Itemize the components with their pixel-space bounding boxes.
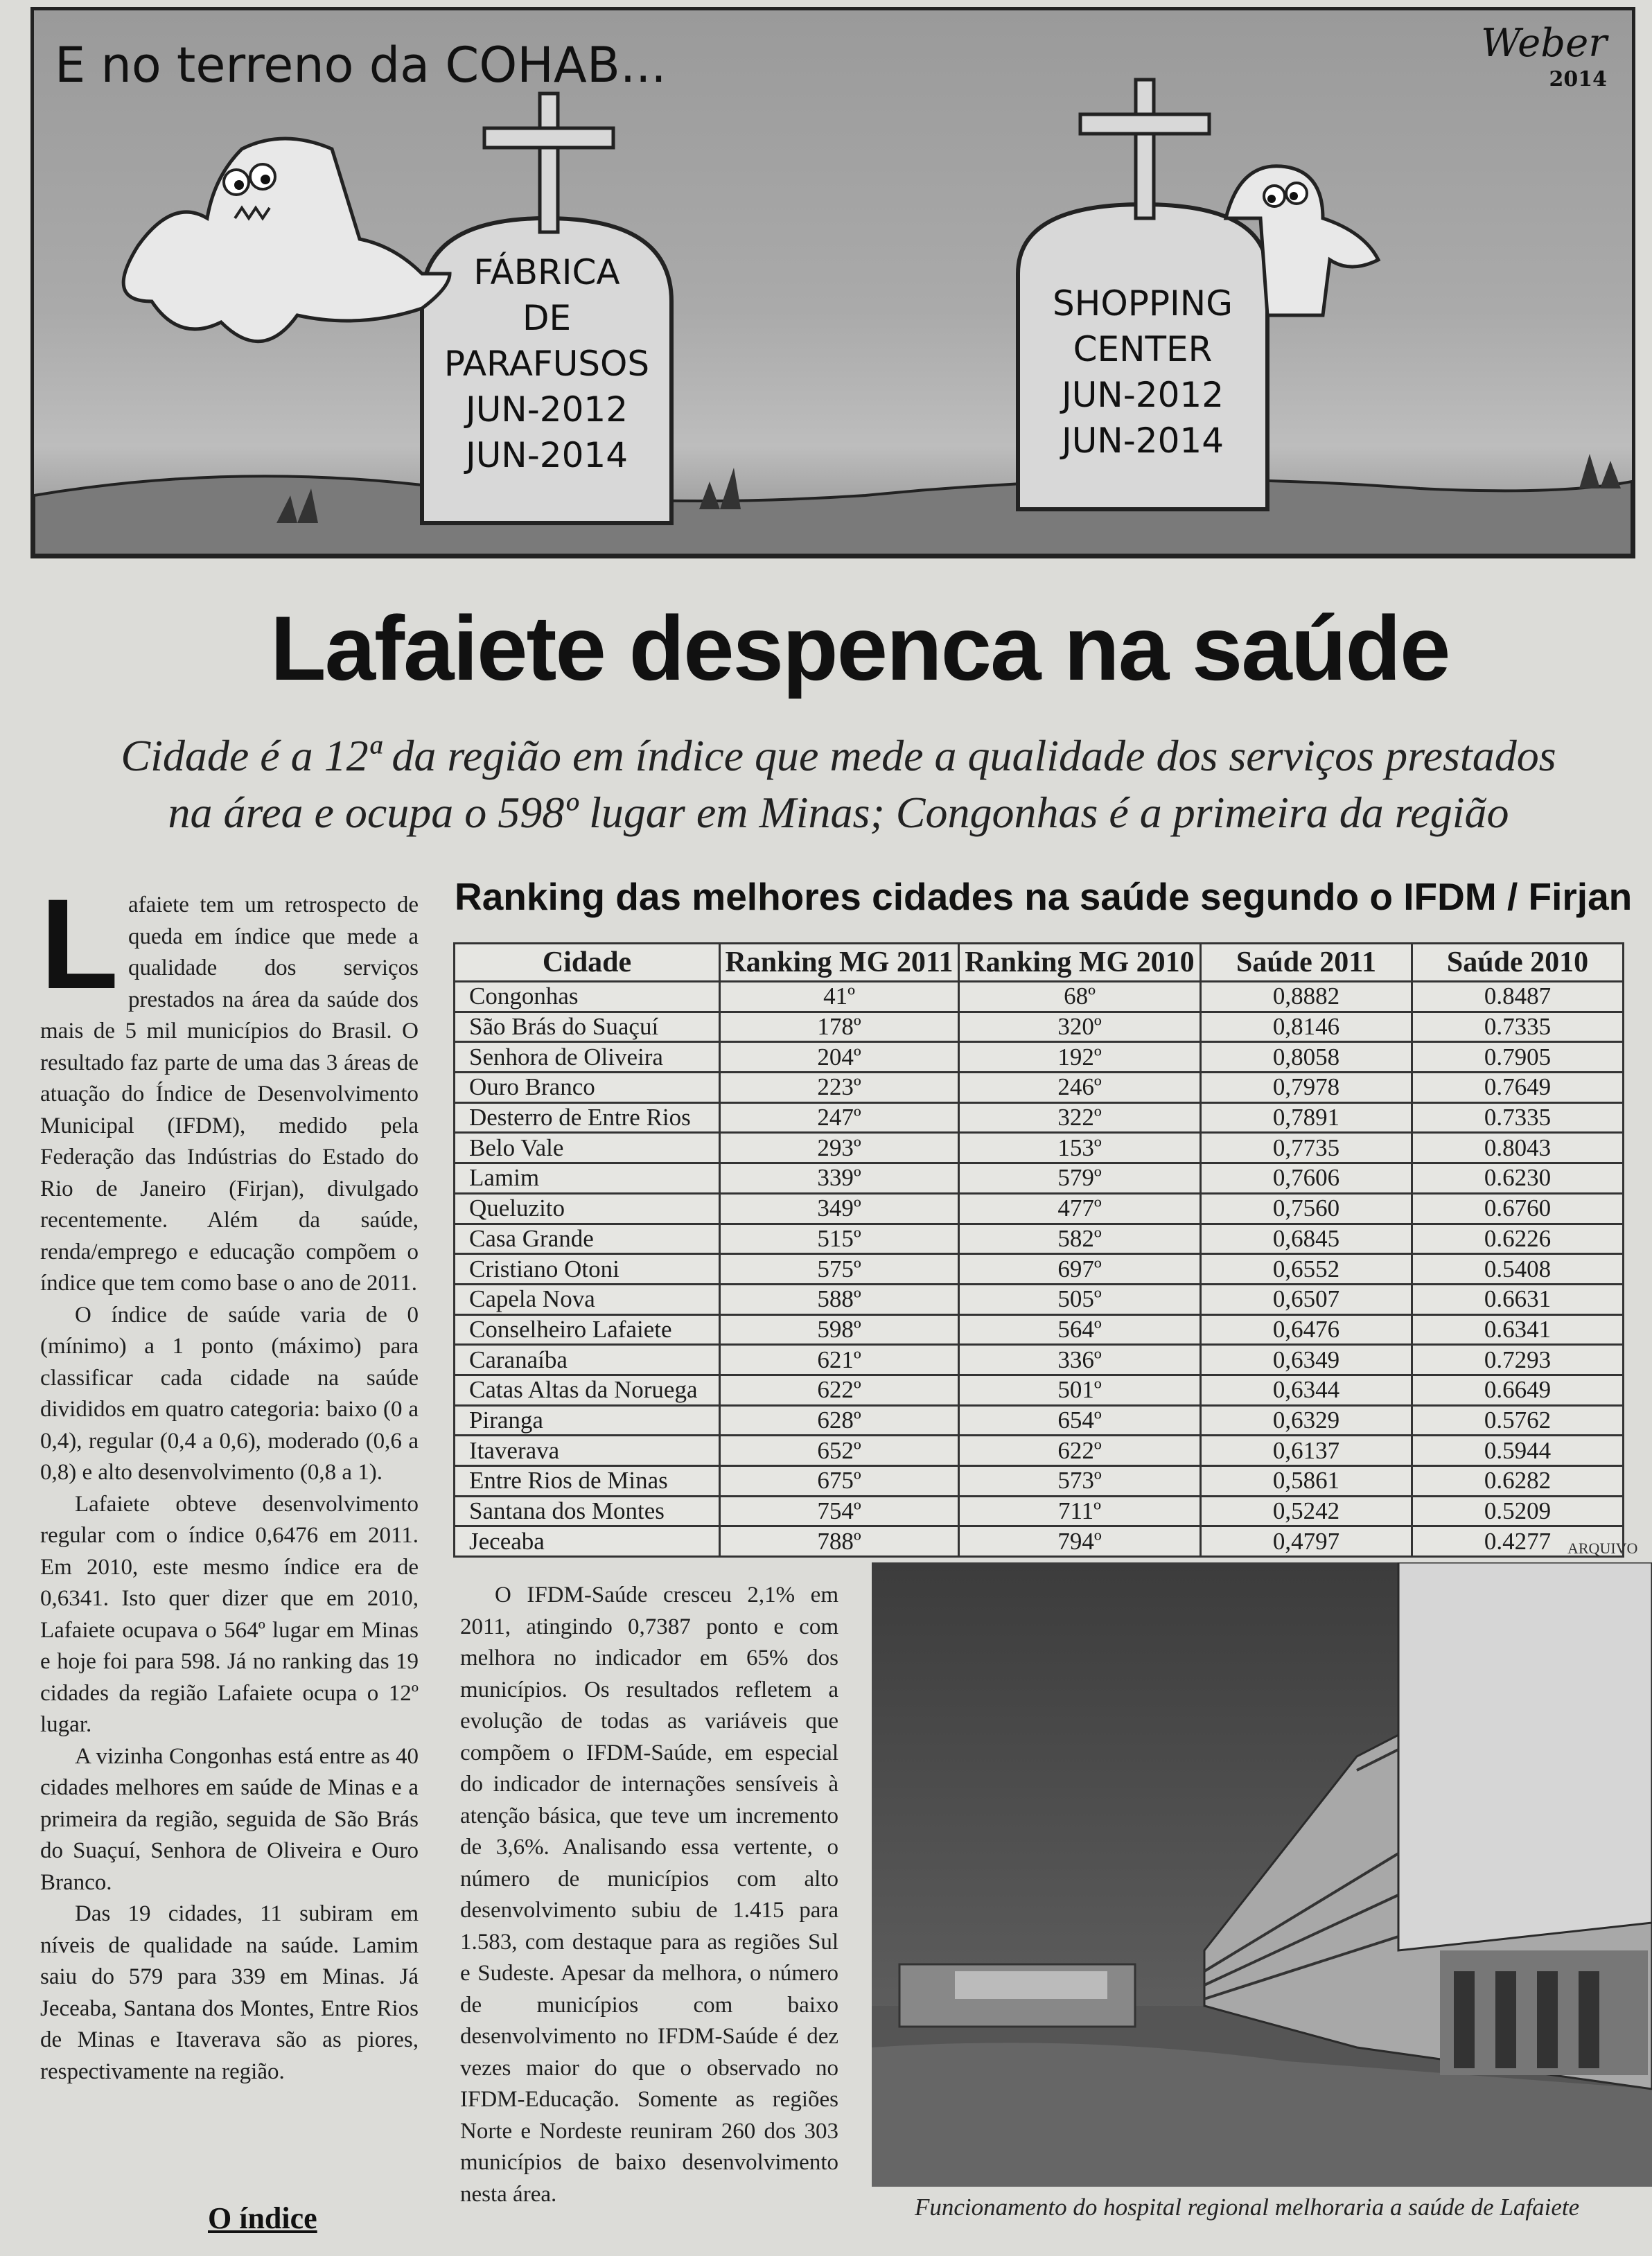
table-cell: 339º — [720, 1163, 959, 1194]
stone-line: FÁBRICA — [473, 252, 620, 292]
table-cell: 652º — [720, 1436, 959, 1466]
table-cell: 0,7978 — [1201, 1073, 1412, 1103]
hospital-tower — [1398, 1562, 1652, 1950]
table-cell: 0.6226 — [1412, 1224, 1624, 1254]
table-row — [455, 1526, 1624, 1557]
grass-tuft — [1579, 454, 1621, 488]
table-cell: Belo Vale — [455, 1133, 720, 1163]
column-header: Ranking MG 2010 — [959, 944, 1201, 982]
table-cell: 501º — [959, 1375, 1201, 1405]
stone-line: JUN-2012 — [465, 389, 629, 430]
tombstone-left-text — [436, 249, 658, 478]
table-row — [455, 1012, 1624, 1042]
column-header: Ranking MG 2011 — [720, 944, 959, 982]
table-cell: 573º — [959, 1466, 1201, 1497]
paragraph-text: afaiete tem um retrospecto de queda em índice que mede a qualidade dos serviços prestados na área da saúde dos mais de 5 mil municípios do Brasil. O resultado faz parte de uma das 3 áreas de atuação do Índice de Desenvolvimento Municipal (IFDM), medido pela Federação das Indústrias do Estado do Rio de Janeiro (Firjan), divulgado recentemente. Além da saúde, renda/emprego e educação compõem o índice que tem como base o ano de 2011. — [40, 892, 419, 1296]
table-cell: 0,6137 — [1201, 1436, 1412, 1466]
table-header-row — [455, 944, 1624, 982]
table-cell: 0.7905 — [1412, 1042, 1624, 1073]
table-cell: 68º — [959, 982, 1201, 1012]
table-cell: Lamim — [455, 1163, 720, 1194]
table-cell: Desterro de Entre Rios — [455, 1102, 720, 1133]
table-cell: 598º — [720, 1314, 959, 1345]
table-cell: Jeceaba — [455, 1526, 720, 1557]
table-cell: 0.7293 — [1412, 1345, 1624, 1375]
table-cell: 0.6230 — [1412, 1163, 1624, 1194]
photo-caption: Funcionamento do hospital regional melhoraria a saúde de Lafaiete — [915, 2194, 1580, 2221]
table-cell: Senhora de Oliveira — [455, 1042, 720, 1073]
table-row — [455, 1163, 1624, 1194]
table-cell: 192º — [959, 1042, 1201, 1073]
stone-line: JUN-2014 — [465, 435, 629, 475]
table-cell: 322º — [959, 1102, 1201, 1133]
table-cell: Congonhas — [455, 982, 720, 1012]
table-cell: 0.8043 — [1412, 1133, 1624, 1163]
hospital-photo-drawing — [872, 1562, 1652, 2187]
table-cell: 0,6845 — [1201, 1224, 1412, 1254]
column-header: Saúde 2011 — [1201, 944, 1412, 982]
article-column-2 — [460, 1580, 838, 2210]
cartoon-signature — [1481, 21, 1607, 98]
table-row — [455, 982, 1624, 1012]
table-cell: 654º — [959, 1405, 1201, 1436]
paragraph: O IFDM-Saúde cresceu 2,1% em 2011, atingindo 0,7387 ponto e com melhora no indicador em 65% dos municípios. Os resultados refletem a evolução de todas as variáveis que compõem o IFDM-Saúde, em especial do indicador de internações sensíveis à atenção básica, que teve um incremento de 3,6%. Analisando essa vertente, o número de municípios com alto desenvolvimento subiu de 1.415 para 1.583, com destaque para as regiões Sul e Sudeste. Apesar da melhora, o número de municípios com baixo desenvolvimento no IFDM-Saúde é dez vezes maior do que o observado no IFDM-Educação. Somente as regiões Norte e Nordeste reuniram 260 dos 303 municípios de baixo desenvolvimento nesta área. — [460, 1583, 838, 2207]
table-row — [455, 1375, 1624, 1405]
table-cell: 0,7735 — [1201, 1133, 1412, 1163]
table-cell: Itaverava — [455, 1436, 720, 1466]
table-cell: Queluzito — [455, 1193, 720, 1224]
table-cell: 0,7606 — [1201, 1163, 1412, 1194]
paragraph — [40, 873, 419, 1300]
table-cell: 711º — [959, 1496, 1201, 1526]
table-cell: 0.7649 — [1412, 1073, 1624, 1103]
table-cell: 675º — [720, 1466, 959, 1497]
table-cell: 223º — [720, 1073, 959, 1103]
table-row — [455, 1466, 1624, 1497]
table-cell: 794º — [959, 1526, 1201, 1557]
table-cell: 588º — [720, 1284, 959, 1314]
photo-credit: ARQUIVO — [1567, 1540, 1638, 1557]
table-row — [455, 1254, 1624, 1285]
signature-year: 2014 — [1549, 67, 1607, 91]
table-cell: 575º — [720, 1254, 959, 1285]
table-cell: 579º — [959, 1163, 1201, 1194]
cross-right-vertical — [1136, 80, 1154, 218]
table-cell: 204º — [720, 1042, 959, 1073]
ghost-left — [123, 139, 450, 342]
table-row — [455, 1133, 1624, 1163]
table-cell: 0,4797 — [1201, 1526, 1412, 1557]
ranking-title: Ranking das melhores cidades na saúde segundo o IFDM / Firjan — [455, 875, 1633, 918]
table-cell: 0.7335 — [1412, 1102, 1624, 1133]
table-row — [455, 1314, 1624, 1345]
table-cell: 41º — [720, 982, 959, 1012]
cartoon-panel — [30, 7, 1635, 558]
cross-left-horizontal — [484, 128, 613, 148]
table-cell: 582º — [959, 1224, 1201, 1254]
table-cell: 515º — [720, 1224, 959, 1254]
table-cell: 0,6329 — [1201, 1405, 1412, 1436]
table-cell: 153º — [959, 1133, 1201, 1163]
table-cell: 505º — [959, 1284, 1201, 1314]
table-cell: 0.4277 — [1412, 1526, 1624, 1557]
table-cell: 0.5762 — [1412, 1405, 1624, 1436]
table-cell: 247º — [720, 1102, 959, 1133]
table-cell: 788º — [720, 1526, 959, 1557]
table-row — [455, 1345, 1624, 1375]
table-cell: 0,7560 — [1201, 1193, 1412, 1224]
cross-left-vertical — [540, 94, 558, 232]
table-row — [455, 1496, 1624, 1526]
table-cell: 0.8487 — [1412, 982, 1624, 1012]
table-cell: 477º — [959, 1193, 1201, 1224]
paragraph: O índice de saúde varia de 0 (mínimo) a 1 ponto (máximo) para classificar cada cidade na saúde divididos em quatro categoria: baixo (0 a 0,4), regular (0,4 a 0,6), moderado (0,6 a 0,8) e alto desenvolvimento (0,8 a 1). — [40, 1302, 419, 1485]
column-header: Cidade — [455, 944, 720, 982]
table-row — [455, 1224, 1624, 1254]
table-row — [455, 1284, 1624, 1314]
table-cell: 0,5861 — [1201, 1466, 1412, 1497]
table-cell: 246º — [959, 1073, 1201, 1103]
table-cell: 697º — [959, 1254, 1201, 1285]
subhead-line: na área e ocupa o 598º lugar em Minas; Congonhas é a primeira da região — [168, 788, 1509, 837]
table-cell: 0.6282 — [1412, 1466, 1624, 1497]
table-row — [455, 1193, 1624, 1224]
table-cell: 0,6349 — [1201, 1345, 1412, 1375]
table-cell: 0.6649 — [1412, 1375, 1624, 1405]
table-cell: 622º — [720, 1375, 959, 1405]
stone-line: CENTER — [1073, 329, 1213, 369]
paragraph: Lafaiete obteve desenvolvimento regular com o índice 0,6476 em 2011. Em 2010, este mesmo índice era de 0,6341. Isto quer dizer que em 2010, Lafaiete ocupava o 564º lugar em Minas e hoje foi para 598. Já no ranking das 19 cidades da região Lafaiete ocupa o 12º lugar. — [40, 1491, 419, 1737]
column-header: Saúde 2010 — [1412, 944, 1624, 982]
table-cell: 622º — [959, 1436, 1201, 1466]
stone-line: JUN-2012 — [1061, 375, 1224, 415]
table-cell: 293º — [720, 1133, 959, 1163]
table-row — [455, 1102, 1624, 1133]
table-cell: 0.6631 — [1412, 1284, 1624, 1314]
table-cell: Santana dos Montes — [455, 1496, 720, 1526]
signature-name: Weber — [1481, 21, 1607, 66]
table-cell: 0,5242 — [1201, 1496, 1412, 1526]
table-cell: Capela Nova — [455, 1284, 720, 1314]
stone-line: JUN-2014 — [1061, 421, 1224, 461]
table-cell: 0.7335 — [1412, 1012, 1624, 1042]
table-cell: 0,8058 — [1201, 1042, 1412, 1073]
tombstone-right-text — [1032, 281, 1254, 464]
table-row — [455, 1436, 1624, 1466]
section-subtitle: O índice — [208, 2201, 317, 2235]
table-row — [455, 1042, 1624, 1073]
table-cell: 0.6341 — [1412, 1314, 1624, 1345]
subhead-line: Cidade é a 12ª da região em índice que mede a qualidade dos serviços prestados — [121, 731, 1556, 780]
paragraph: A vizinha Congonhas está entre as 40 cidades melhores em saúde de Minas e a primeira da região, seguida de São Brás do Suaçuí, Senhora de Oliveira e Ouro Branco. — [40, 1743, 419, 1895]
table-cell: Entre Rios de Minas — [455, 1466, 720, 1497]
article-column-1 — [40, 873, 419, 2088]
table-cell: São Brás do Suaçuí — [455, 1012, 720, 1042]
hospital-photo — [872, 1562, 1652, 2187]
stone-line: PARAFUSOS — [443, 344, 650, 384]
table-cell: Conselheiro Lafaiete — [455, 1314, 720, 1345]
table-cell: Piranga — [455, 1405, 720, 1436]
cross-right-horizontal — [1080, 114, 1209, 134]
table-cell: 0,6552 — [1201, 1254, 1412, 1285]
table-cell: 0,6476 — [1201, 1314, 1412, 1345]
table-cell: 0,8882 — [1201, 982, 1412, 1012]
headline: Lafaiete despenca na saúde — [270, 597, 1450, 699]
table-cell: 0,8146 — [1201, 1012, 1412, 1042]
table-cell: 0.5944 — [1412, 1436, 1624, 1466]
table-cell: 628º — [720, 1405, 959, 1436]
table-cell: Casa Grande — [455, 1224, 720, 1254]
table-cell: 0.6760 — [1412, 1193, 1624, 1224]
table-cell: 178º — [720, 1012, 959, 1042]
table-cell: 349º — [720, 1193, 959, 1224]
table-cell: 621º — [720, 1345, 959, 1375]
cartoon-title: E no terreno da COHAB... — [55, 37, 667, 94]
table-cell: Caranaíba — [455, 1345, 720, 1375]
table-cell: 0,6507 — [1201, 1284, 1412, 1314]
paragraph: Das 19 cidades, 11 subiram em níveis de qualidade na saúde. Lamim saiu do 579 para 339 em Minas. Já Jeceaba, Santana dos Montes, Entre Rios de Minas e Itaverava são as piores, respectivamente na região. — [40, 1901, 419, 2084]
ground — [34, 476, 1632, 555]
table-cell: 320º — [959, 1012, 1201, 1042]
table-cell: 336º — [959, 1345, 1201, 1375]
table-cell: 564º — [959, 1314, 1201, 1345]
table-cell: Cristiano Otoni — [455, 1254, 720, 1285]
stone-line: SHOPPING — [1053, 283, 1233, 324]
table-row — [455, 1405, 1624, 1436]
table-cell: 0,7891 — [1201, 1102, 1412, 1133]
table-cell: 0,6344 — [1201, 1375, 1412, 1405]
subheadline — [42, 728, 1635, 841]
table-cell: 0.5209 — [1412, 1496, 1624, 1526]
stone-line: DE — [522, 298, 572, 338]
table-row — [455, 1073, 1624, 1103]
dropcap: L — [40, 873, 119, 1016]
ranking-table — [453, 942, 1624, 1558]
table-cell: 0.5408 — [1412, 1254, 1624, 1285]
table-cell: Catas Altas da Noruega — [455, 1375, 720, 1405]
table-cell: 754º — [720, 1496, 959, 1526]
table-cell: Ouro Branco — [455, 1073, 720, 1103]
